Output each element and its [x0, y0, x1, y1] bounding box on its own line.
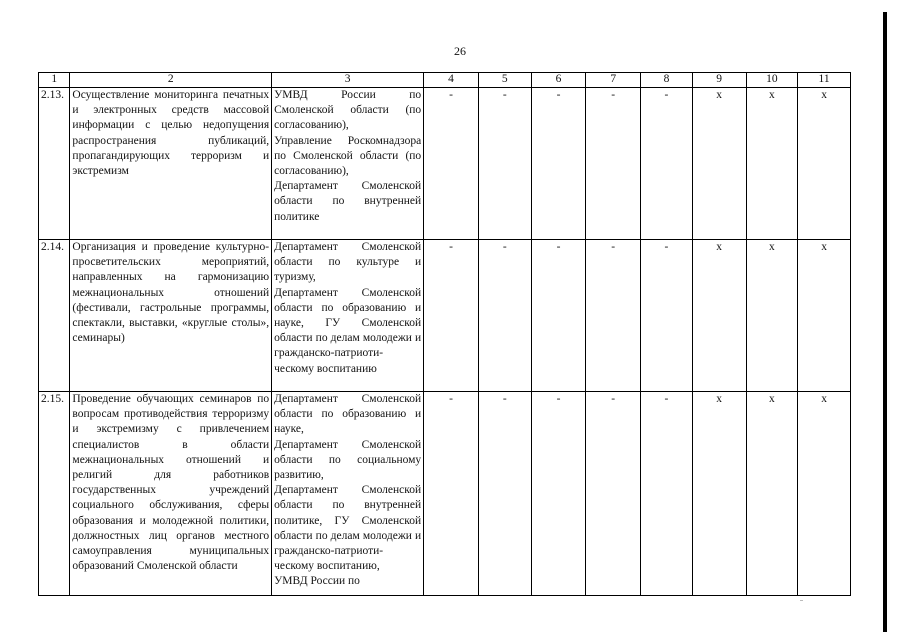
- header-cell: 4: [424, 73, 479, 88]
- row-number: 2.13.: [39, 88, 70, 240]
- value-cell: х: [798, 240, 851, 392]
- responsible-entry: Департамент Смоленской области по образованию и науке, ГУ Смоленской области по делам молодежи и гражданско-патриоти-ческому воспитанию: [274, 286, 422, 375]
- value-cell: -: [424, 392, 479, 596]
- value-cell: -: [531, 240, 586, 392]
- value-cell: х: [692, 88, 746, 240]
- header-cell: 1: [39, 73, 70, 88]
- header-cell: 8: [641, 73, 693, 88]
- table-row: [39, 392, 851, 596]
- measure-description: Проведение обучающих семинаров по вопросам противодействия терроризму и экстремизму с привлечением специалистов в области межнациональных отношений и религий для работников государственных учреждений социального обслуживания, сферы образования и молодежной политики, должностных лиц органов местного самоуправления муниципальных образований Смоленской области: [70, 392, 272, 596]
- value-cell: х: [746, 392, 798, 596]
- value-cell: -: [478, 392, 531, 596]
- header-cell: 2: [70, 73, 272, 88]
- header-cell: 5: [478, 73, 531, 88]
- row-number: 2.14.: [39, 240, 70, 392]
- responsible-executors: [272, 240, 424, 392]
- value-cell: -: [478, 88, 531, 240]
- responsible-entry: Департамент Смоленской области по культуре и туризму,: [274, 241, 422, 284]
- value-cell: -: [424, 240, 479, 392]
- table-row: [39, 88, 851, 240]
- responsible-entry: УМВД России по: [274, 575, 360, 588]
- responsible-entry: Департамент Смоленской области по внутренней политике: [274, 180, 422, 223]
- value-cell: х: [692, 392, 746, 596]
- responsible-entry: Департамент Смоленской области по внутренней политике, ГУ Смоленской области по делам молодежи и гражданско-патриоти-ческому воспитанию,: [274, 484, 422, 573]
- header-cell: 7: [586, 73, 641, 88]
- value-cell: -: [531, 392, 586, 596]
- header-row: [39, 73, 851, 88]
- header-cell: 6: [531, 73, 586, 88]
- scan-artifact: [800, 600, 803, 601]
- value-cell: х: [746, 240, 798, 392]
- header-cell: 11: [798, 73, 851, 88]
- value-cell: х: [746, 88, 798, 240]
- measure-description: Организация и проведение культурно-просветительских мероприятий, направленных на гармонизацию межнациональных отношений (фестивали, гастрольные программы, спектакли, выставки, «круглые столы», семинары): [70, 240, 272, 392]
- responsible-entry: Управление Роскомнадзора по Смоленской области (по согласованию),: [274, 134, 422, 178]
- value-cell: -: [586, 88, 641, 240]
- value-cell: х: [692, 240, 746, 392]
- header-cell: 9: [692, 73, 746, 88]
- value-cell: -: [641, 240, 693, 392]
- page-number: 26: [454, 44, 466, 58]
- value-cell: х: [798, 88, 851, 240]
- measure-description: Осуществление мониторинга печатных и электронных средств массовой информации с целью недопущения распространения публикаций, пропагандирующих терроризм и экстремизм: [70, 88, 272, 240]
- responsible-executors: [272, 88, 424, 240]
- responsible-entry: Департамент Смоленской области по социальному развитию,: [274, 438, 422, 482]
- responsible-executors: [272, 392, 424, 596]
- value-cell: -: [641, 392, 693, 596]
- value-cell: -: [424, 88, 479, 240]
- value-cell: -: [586, 392, 641, 596]
- value-cell: х: [798, 392, 851, 596]
- value-cell: -: [641, 88, 693, 240]
- value-cell: -: [586, 240, 641, 392]
- responsible-entry: УМВД России по Смоленской области (по согласованию),: [274, 89, 422, 132]
- margin-bar: [883, 12, 887, 632]
- table-row: [39, 240, 851, 392]
- value-cell: -: [478, 240, 531, 392]
- value-cell: -: [531, 88, 586, 240]
- header-cell: 10: [746, 73, 798, 88]
- responsible-entry: Департамент Смоленской области по образованию и науке,: [274, 393, 422, 436]
- header-cell: 3: [272, 73, 424, 88]
- program-table: [38, 72, 851, 596]
- row-number: 2.15.: [39, 392, 70, 596]
